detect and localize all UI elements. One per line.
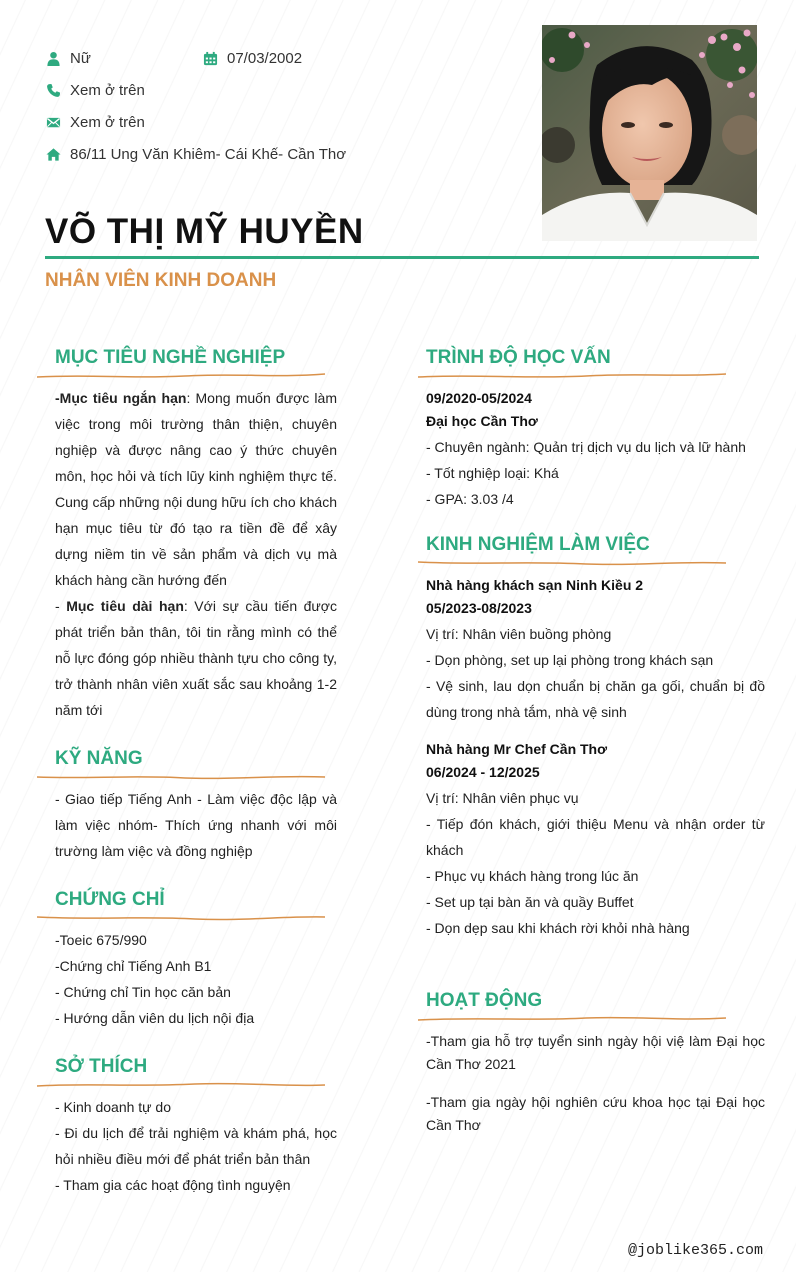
person-name: VÕ THỊ MỸ HUYỀN — [45, 212, 364, 251]
short-term-label: -Mục tiêu ngắn hạn — [55, 390, 187, 406]
list-item: - Tốt nghiệp loại: Khá — [426, 465, 559, 481]
list-item: - Đi du lịch để trải nghiệm và khám phá, học hỏi nhiều điều mới để phát triển bản thân — [55, 1125, 337, 1167]
title-underline — [35, 913, 327, 923]
section-education — [426, 347, 765, 512]
career-goal-title: MỤC TIÊU NGHỀ NGHIỆP — [55, 347, 286, 368]
activities-title: HOẠT ĐỘNG — [426, 990, 543, 1011]
envelope-icon — [45, 115, 61, 131]
education-period: 09/2020-05/2024 — [426, 390, 532, 406]
section-career-goal — [55, 347, 337, 723]
list-item: - Chứng chỉ Tin học căn bản — [55, 984, 231, 1000]
job-period: 06/2024 - 12/2025 — [426, 764, 540, 780]
job-period: 05/2023-08/2023 — [426, 600, 532, 616]
address-value: 86/11 Ung Văn Khiêm- Cái Khế- Cần Thơ — [70, 146, 347, 163]
job-title: NHÂN VIÊN KINH DOANH — [45, 270, 277, 291]
education-school: Đại học Cần Thơ — [426, 413, 538, 429]
list-item: - Set up tại bàn ăn và quầy Buffet — [426, 894, 634, 910]
list-item: - Kinh doanh tự do — [55, 1099, 172, 1115]
skills-title: KỸ NĂNG — [55, 748, 143, 769]
section-skills — [55, 748, 337, 864]
title-underline — [416, 1014, 728, 1024]
short-term-text: : Mong muốn được làm việc trong môi trường thân thiện, chuyên nghiệp và được nâng cao ý thức chuyên môn, học hỏi và tích lũy kinh nghiệm thực tế. Cung cấp những nội dung hữu ích cho khách hạn mục tiêu từ đó tạo ra tiền đề để xây dựng niềm tin về sản phẩm và dịch vụ mà khách hàng cần hướng đến — [55, 390, 337, 588]
experience-title: KINH NGHIỆM LÀM VIỆC — [426, 534, 650, 555]
hobby-list — [55, 1094, 337, 1198]
experience-entry — [426, 738, 765, 941]
title-underline — [35, 772, 327, 782]
company-name: Nhà hàng khách sạn Ninh Kiều 2 — [426, 577, 644, 593]
list-item: -Chứng chỉ Tiếng Anh B1 — [55, 958, 212, 974]
address-row — [45, 146, 346, 163]
list-item: - GPA: 3.03 /4 — [426, 491, 514, 507]
list-item: - Hướng dẫn viên du lịch nội địa — [55, 1010, 255, 1026]
job-details — [426, 785, 765, 941]
skills-text: - Giao tiếp Tiếng Anh - Làm việc độc lập và làm việc nhóm- Thích ứng nhanh với môi trường làm việc và đồng nghiệp — [55, 791, 337, 859]
title-underline — [35, 371, 327, 381]
section-hobbies — [55, 1056, 337, 1198]
email-value: Xem ở trên — [70, 114, 145, 131]
job-details — [426, 621, 765, 725]
activity-list — [426, 1030, 765, 1137]
list-item: - Dọn phòng, set up lại phòng trong khách sạn — [426, 652, 714, 668]
certificate-list — [55, 927, 337, 1031]
list-item: - Vệ sinh, lau dọn chuẩn bị chăn ga gối, chuẩn bị đồ dùng trong nhà tắm, nhà vệ sinh — [426, 678, 765, 720]
birthdate-row — [202, 50, 302, 67]
list-item: -Tham gia hỗ trợ tuyển sinh ngày hội việ làm Đại học Cần Thơ 2021 — [426, 1033, 765, 1072]
home-icon — [45, 147, 61, 163]
gender-row — [45, 50, 91, 67]
gender-value: Nữ — [70, 50, 91, 67]
person-icon — [45, 51, 61, 67]
education-title: TRÌNH ĐỘ HỌC VẤN — [426, 347, 611, 368]
calendar-icon — [202, 51, 218, 67]
job-position: Vị trí: Nhân viên buồng phòng — [426, 626, 612, 642]
long-term-text: : Với sự cầu tiến được phát triển bản thân, tôi tin rằng mình có thể nỗ lực đóng góp nhiều thành tựu cho công ty, trở thành nhân viên xuất sắc sau khoảng 1-2 năm tới — [55, 598, 337, 718]
phone-icon — [45, 83, 61, 99]
certificates-title: CHỨNG CHỈ — [55, 889, 165, 910]
career-goal-text — [55, 385, 337, 723]
list-item: -Tham gia ngày hội nghiên cứu khoa học tại Đại học Cần Thơ — [426, 1094, 765, 1133]
watermark: @joblike365.com — [627, 1242, 763, 1259]
email-row — [45, 114, 145, 131]
section-experience — [426, 534, 765, 941]
list-item: - Phục vụ khách hàng trong lúc ăn — [426, 868, 639, 884]
section-activities — [426, 990, 765, 1137]
job-position: Vị trí: Nhân viên phục vụ — [426, 790, 579, 806]
list-item: - Dọn dẹp sau khi khách rời khỏi nhà hàng — [426, 920, 690, 936]
company-name: Nhà hàng Mr Chef Cần Thơ — [426, 741, 608, 757]
phone-value: Xem ở trên — [70, 82, 145, 99]
experience-entry — [426, 574, 765, 725]
education-details — [426, 434, 765, 512]
phone-row — [45, 82, 145, 99]
name-divider — [45, 256, 759, 259]
title-underline — [35, 1080, 327, 1090]
long-term-label: Mục tiêu dài hạn — [66, 598, 184, 614]
title-underline — [416, 558, 728, 568]
title-underline — [416, 371, 728, 381]
list-item: -Toeic 675/990 — [55, 932, 147, 948]
section-certificates — [55, 889, 337, 1031]
list-item: - Tham gia các hoạt động tình nguyện — [55, 1177, 291, 1193]
list-item: - Tiếp đón khách, giới thiệu Menu và nhận order từ khách — [426, 816, 765, 858]
hobbies-title: SỞ THÍCH — [55, 1056, 148, 1077]
long-term-prefix: - — [55, 598, 67, 614]
profile-photo — [542, 25, 757, 241]
list-item: - Chuyên ngành: Quản trị dịch vụ du lịch và lữ hành — [426, 439, 746, 455]
birthdate-value: 07/03/2002 — [227, 50, 303, 67]
